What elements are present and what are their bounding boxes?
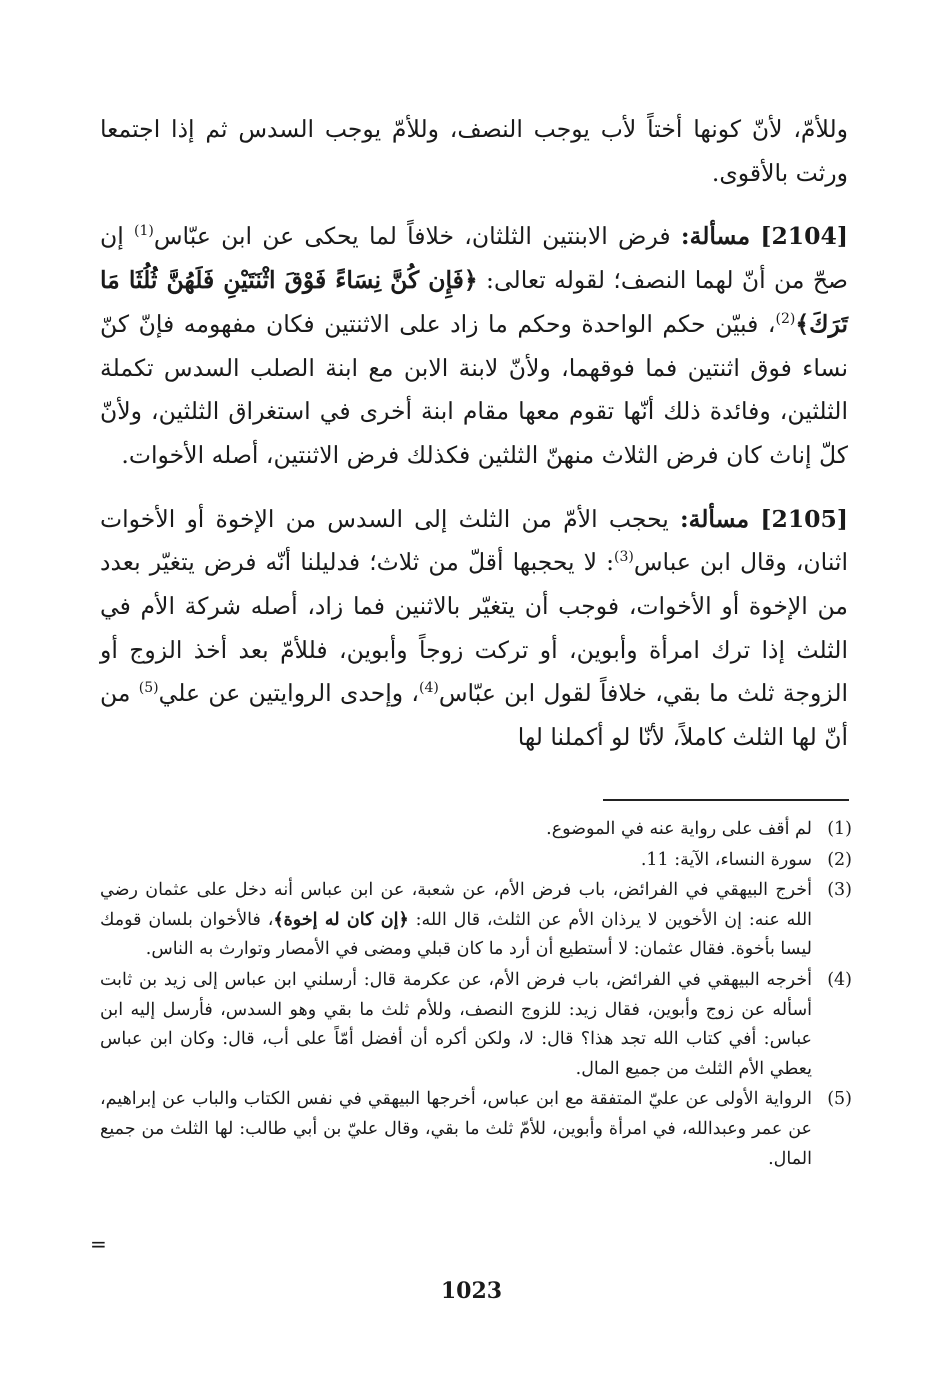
issue-heading: مسألة: bbox=[680, 222, 751, 251]
footnote-ref-4[interactable]: (4) bbox=[419, 680, 439, 697]
footnote-ref-1[interactable]: (1) bbox=[134, 223, 154, 240]
footnote-5 bbox=[100, 1085, 852, 1174]
issue-text: إن صحّ من أنّ لهما النصف؛ لقوله تعالى: bbox=[100, 222, 848, 295]
continuation-mark: = bbox=[90, 1232, 107, 1256]
footnote-ref-3[interactable]: (3) bbox=[614, 549, 634, 566]
footnote-text: لم أقف على رواية عنه في الموضوع. bbox=[546, 819, 812, 839]
footnote-1 bbox=[100, 815, 852, 845]
footnote-text: أخرجه البيهقي في الفرائض، باب فرض الأم، عن عكرمة قال: أرسلني ابن عباس إلى زيد بن ثابت أسأله عن زوج وأبوين، فقال زيد: للزوج النصف، وللأم ثلث ما بقي وهو السدس، فأرسل إليه ابن عباس: أفي كتاب الله تجد هذا؟ قال: لا، ولكن أكره أن أفضل أمّاً على أب، قال: وكان ابن عباس يعطي الأم الثلث من جميع المال. bbox=[100, 969, 812, 1079]
footnote-text-part: ، فالأخوان بلسان قومك ليسا بأخوة. فقال عثمان: لا أستطيع أن أرد ما كان قبلي ومضى في الأمصار وتوارث به الناس. bbox=[100, 909, 812, 960]
issue-text: ، فبيّن حكم الواحدة وحكم ما زاد على الاثنتين فكان مفهومه فإنّ كنّ نساء فوق اثنتين فما فوقهما، ولأنّ لابنة الابن مع ابنة الصلب السدس تكملة الثلثين، وفائدة ذلك أنّها تقوم معها مقام ابنة أخرى في استغراق الثلثين، ولأنّ كلّ إناث كان فرض الثلاث منهنّ الثلثين فكذلك فرض الاثنتين، أصله الأخوات. bbox=[100, 309, 848, 469]
page-number: 1023 bbox=[440, 1278, 503, 1304]
quran-verse: ﴿فَإِن كُنَّ نِسَاءً فَوْقَ اثْنَتَيْنِ فَلَهُنَّ ثُلُثَا مَا تَرَكَ﴾ bbox=[100, 266, 848, 338]
footnote-2 bbox=[100, 846, 852, 876]
footnote-number: (5) bbox=[827, 1089, 852, 1110]
issue-text: فرض الابنتين الثلثان، خلافاً لما يحكى عن ابن عبّاس bbox=[153, 222, 681, 251]
issue-text: ، وإحدى الروايتين عن علي bbox=[158, 679, 420, 708]
footnote-number: (2) bbox=[827, 849, 852, 870]
issue-heading: مسألة: bbox=[679, 504, 750, 533]
issue-text: يحجب الأمّ من الثلث إلى السدس من الإخوة أو الأخوات اثنان، وقال ابن عباس bbox=[100, 504, 848, 577]
intro-paragraph: وللأمّ، لأنّ كونها أختاً لأب يوجب النصف، وللأمّ يوجب السدس ثم إذا اجتمعا ورثت بالأقوى. bbox=[100, 115, 848, 187]
issue-number: [2104] bbox=[760, 222, 848, 251]
issue-text: من أنّ لها الثلث كاملاً، لأنّا لو أكملنا لها bbox=[100, 679, 848, 752]
footnote-text: سورة النساء، الآية: 11. bbox=[640, 849, 812, 870]
footnote-number: (3) bbox=[827, 880, 852, 901]
footnote-number: (4) bbox=[827, 969, 852, 990]
footnote-separator bbox=[603, 799, 849, 801]
issue-2105 bbox=[100, 498, 848, 760]
footnote-4 bbox=[100, 966, 852, 1084]
main-text bbox=[100, 108, 848, 780]
footnote-text bbox=[100, 876, 812, 965]
footnote-number: (1) bbox=[827, 819, 852, 839]
issue-text: : لا يحجبها أقلّ من ثلاث؛ فدليلنا أنّه فرض يتغيّر بعدد من الإخوة أو الأخوات، فوجب أن يتغيّر بالاثنين فما زاد، أصله شركة الأم في الثلث إذا ترك امرأة وأبوين، أو تركت زوجاً وأبوين، فللأمّ بعد أخذ الزوج أو الزوجة ثلث ما بقي، خلافاً لقول ابن عبّاس bbox=[100, 548, 849, 708]
footnote-ref-5[interactable]: (5) bbox=[138, 680, 159, 697]
footnotes bbox=[100, 815, 852, 1175]
issue-2104 bbox=[100, 215, 848, 477]
footnote-ref-2[interactable]: (2) bbox=[775, 310, 796, 327]
footnote-text-part: أخرج البيهقي في الفرائض، باب فرض الأم، عن شعبة، عن ابن عباس أنه دخل على عثمان رضي الله عنه: إن الأخوين لا يرذان الأم عن الثلث، قال الله: bbox=[100, 880, 813, 930]
footnote-3 bbox=[100, 876, 852, 965]
issue-number: [2105] bbox=[760, 504, 848, 533]
footnote-text: الرواية الأولى عن عليّ المتفقة مع ابن عباس، أخرجها البيهقي في نفس الكتاب والباب عن إبراهيم، عن عمر وعبدالله، في امرأة وأبوين، للأمّ ثلث ما بقي، وقال عليّ بن أبي طالب: لها الثلث من جميع المال. bbox=[100, 1089, 812, 1169]
footnote-verse: ﴿إن كان له إخوة﴾ bbox=[273, 909, 409, 930]
